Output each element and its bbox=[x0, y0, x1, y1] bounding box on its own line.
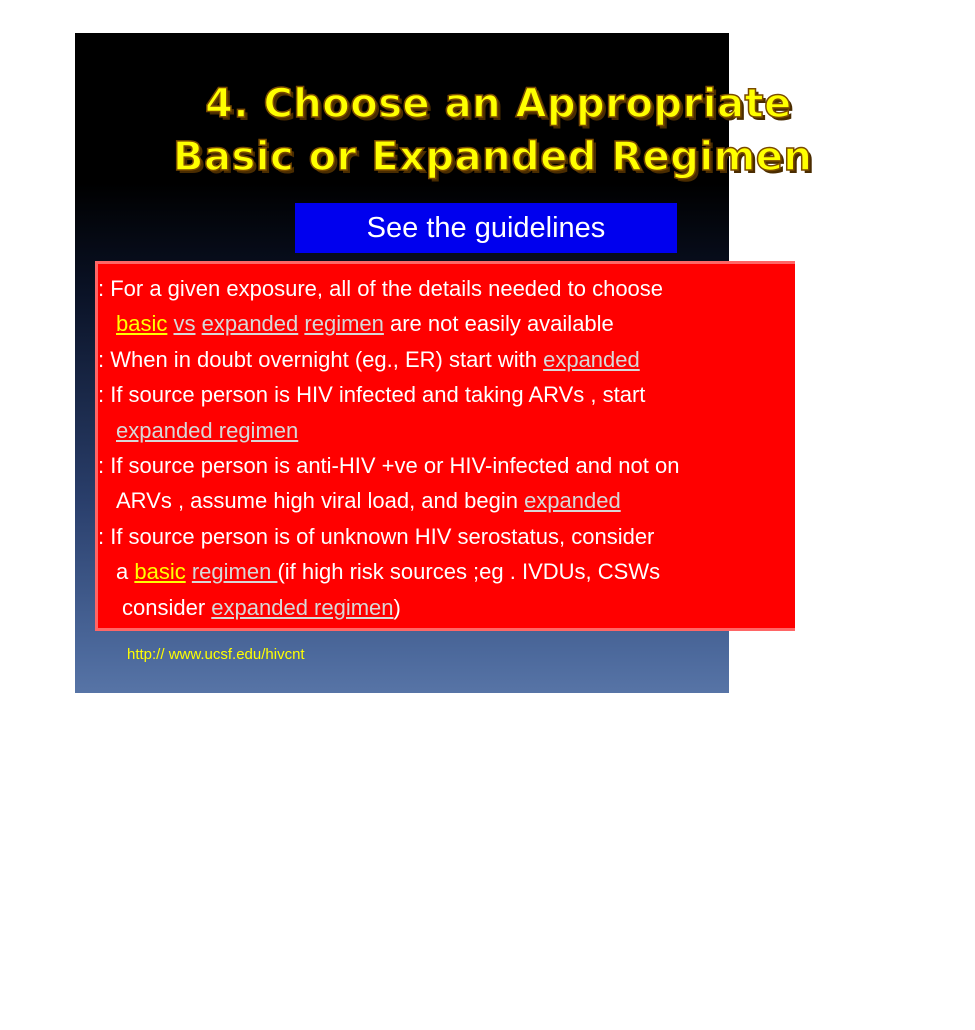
slide bbox=[75, 33, 813, 693]
note-line bbox=[98, 342, 795, 377]
highlight-regimen: regimen bbox=[304, 311, 384, 337]
highlight-expanded-regimen: expanded regimen bbox=[116, 417, 299, 443]
note-text: : If source person is anti-HIV +ve or HIV-infected and not on bbox=[98, 452, 680, 478]
highlight-expanded: expanded bbox=[201, 311, 299, 337]
title-line-2: Basic or Expanded Regimen bbox=[173, 134, 813, 180]
notes-box bbox=[95, 261, 795, 631]
note-text: (if high risk sources ;eg . IVDUs, CSWs bbox=[277, 559, 661, 585]
note-line bbox=[98, 377, 795, 412]
highlight-expanded-regimen: expanded regimen bbox=[211, 594, 394, 620]
note-text: ARVs , assume high viral load, and begin bbox=[116, 488, 525, 514]
highlight-basic: basic bbox=[134, 559, 186, 585]
highlight-expanded: expanded bbox=[524, 488, 621, 514]
highlight-regimen: regimen bbox=[191, 559, 278, 585]
note-text: ) bbox=[393, 594, 401, 620]
highlight-expanded: expanded bbox=[543, 346, 640, 372]
highlight-vs: vs bbox=[173, 311, 196, 337]
note-text: consider bbox=[122, 594, 212, 620]
note-text: : If source person is of unknown HIV serostatus, consider bbox=[98, 523, 655, 549]
note-line bbox=[98, 448, 795, 483]
note-line bbox=[98, 306, 795, 341]
guidelines-banner: See the guidelines bbox=[295, 203, 677, 253]
note-line bbox=[98, 413, 795, 448]
source-url: http:// www.ucsf.edu/hivcnt bbox=[127, 646, 305, 663]
note-text: : If source person is HIV infected and taking ARVs , start bbox=[98, 382, 646, 408]
note-line bbox=[98, 519, 795, 554]
note-text: : For a given exposure, all of the details needed to choose bbox=[98, 276, 664, 301]
note-text: a bbox=[116, 559, 135, 585]
note-line bbox=[98, 554, 795, 589]
note-line bbox=[98, 590, 795, 625]
title-line-1: 4. Choose an Appropriate bbox=[205, 81, 792, 127]
note-line bbox=[98, 483, 795, 518]
note-text: are not easily available bbox=[383, 311, 614, 337]
note-line bbox=[98, 271, 795, 306]
highlight-basic: basic bbox=[116, 311, 168, 337]
note-text: : When in doubt overnight (eg., ER) start with bbox=[98, 346, 544, 372]
